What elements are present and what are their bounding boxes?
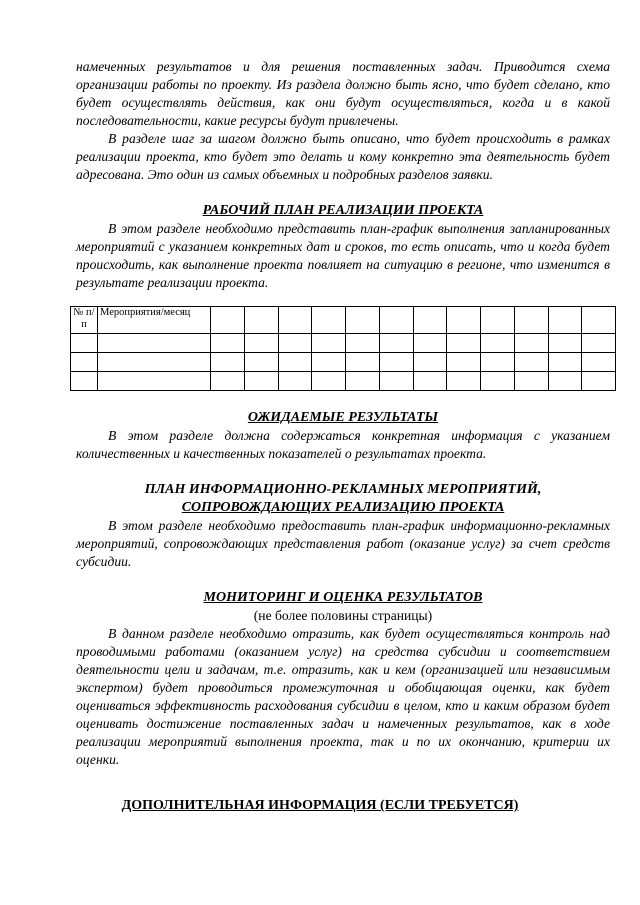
table-cell bbox=[211, 307, 245, 334]
col-events-header: Мероприятия/месяц bbox=[98, 307, 211, 334]
table-row bbox=[71, 372, 616, 391]
monitoring-subheading: (не более половины страницы) bbox=[253, 608, 433, 623]
work-plan-text: В этом разделе необходимо представить план-график выполнения запланированных мероприятий с указанием конкретных дат и сроков, то есть описать, что и когда будет происходить, как выполнение проекта повлияет на ситуацию в регионе, что изменится в результате реализации проекта. bbox=[76, 221, 610, 290]
table-cell bbox=[447, 307, 481, 334]
table-header-row bbox=[71, 307, 616, 334]
info-plan-heading-line2: СОПРОВОЖДАЮЩИХ РЕАЛИЗАЦИЮ ПРОЕКТА bbox=[181, 500, 505, 515]
table-row bbox=[71, 334, 616, 353]
table-cell bbox=[514, 307, 548, 334]
intro-paragraph-1: намеченных результатов и для решения поставленных задач. Приводится схема организации работы по проекту. Из раздела должно быть ясно, что будет сделано, кто будет осуществлять действия, как они будут осуществляться, когда и в какой последовательности, какие ресурсы будут привлечены. bbox=[76, 59, 610, 128]
expected-results-text: В этом разделе должна содержаться конкретная информация с указанием количественных и качественных показателей о результатах проекта. bbox=[76, 428, 610, 461]
table-cell bbox=[346, 307, 380, 334]
table-cell bbox=[379, 307, 413, 334]
table-cell bbox=[481, 307, 515, 334]
info-plan-heading-line1: ПЛАН ИНФОРМАЦИОННО-РЕКЛАМНЫХ МЕРОПРИЯТИЙ, bbox=[144, 482, 542, 497]
work-plan-heading: РАБОЧИЙ ПЛАН РЕАЛИЗАЦИИ ПРОЕКТА bbox=[202, 203, 484, 218]
work-plan-table bbox=[70, 306, 616, 391]
additional-info-heading: ДОПОЛНИТЕЛЬНАЯ ИНФОРМАЦИЯ (ЕСЛИ ТРЕБУЕТСЯ) bbox=[121, 798, 519, 813]
table-row bbox=[71, 353, 616, 372]
table-cell bbox=[244, 307, 278, 334]
monitoring-heading: МОНИТОРИНГ И ОЦЕНКА РЕЗУЛЬТАТОВ bbox=[203, 590, 483, 605]
table-cell bbox=[548, 307, 582, 334]
document-page bbox=[73, 58, 610, 769]
info-plan-text: В этом разделе необходимо предоставить план-график информационно-рекламных мероприятий, сопровождающих представления работ (оказание услуг) за счет средств субсидии. bbox=[76, 518, 610, 569]
table-cell bbox=[278, 307, 312, 334]
table-cell bbox=[413, 307, 447, 334]
table-cell bbox=[312, 307, 346, 334]
expected-results-heading: ОЖИДАЕМЫЕ РЕЗУЛЬТАТЫ bbox=[247, 410, 439, 425]
col-number-header: № п/п bbox=[71, 307, 98, 334]
table-cell bbox=[582, 307, 616, 334]
intro-paragraph-2: В разделе шаг за шагом должно быть описано, что будет происходить в рамках реализации проекта, кто будет это делать и кому конкретно эта деятельность будет адресована. Это один из самых объемных и подробных разделов заявки. bbox=[76, 131, 610, 182]
monitoring-text: В данном разделе необходимо отразить, как будет осуществляться контроль над проводимыми работами (оказанием услуг) на средства субсидии и соответствием деятельности цели и задачам, т.е. отразить, как и кем (организацией или независимым экспертом) будет проводиться промежуточная и обобщающая оценки, как будет оцениваться эффективность расходования субсидии в целом, кто и каким образом будет оценивать достижение поставленных задач и намеченных результатов, как в ходе реализации мероприятий выполнения проекта, так и по их окончанию, критерии их оценки. bbox=[76, 626, 610, 767]
